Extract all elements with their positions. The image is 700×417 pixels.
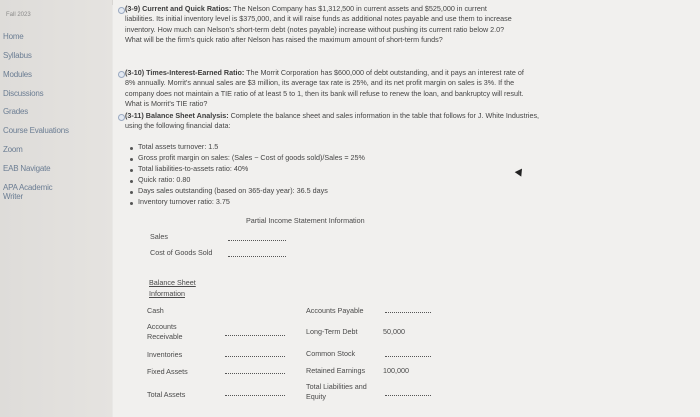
problem-content	[113, 0, 700, 417]
bullet-dot	[130, 147, 133, 150]
sales-label: Sales	[150, 232, 168, 241]
question-body: Complete the balance sheet and sales information in the table that follows for J. White Industries, using the following financial data:	[125, 111, 540, 131]
ar-answer-line[interactable]	[225, 335, 285, 336]
sales-answer-line[interactable]	[228, 240, 286, 241]
question-body: The Nelson Company has $1,312,500 in current assets and $525,000 in current liabilities. Its initial inventory level is $375,000, and it will raise funds as additional notes payable and use them to increase inventory. How much can Nelson's short-term debt (notes payable) increase without pushing its current ratio below 2.0? What will be the firm's quick ratio after Nelson has raised the maximum amount of short-term funds?	[125, 4, 512, 45]
nav-eab-navigate[interactable]: EAB Navigate	[3, 164, 51, 173]
fixed-assets-answer-line[interactable]	[225, 373, 285, 374]
course-sidebar	[0, 0, 112, 417]
question-3-10	[125, 68, 535, 110]
bullet-dot	[130, 191, 133, 194]
term-label: Fall 2023	[6, 12, 31, 18]
inventories-label: Inventories	[147, 350, 183, 359]
accounts-payable-label: Accounts Payable	[306, 306, 364, 315]
nav-home[interactable]: Home	[3, 32, 24, 41]
bullet-dot	[130, 180, 133, 183]
nav-apa-academic-writer[interactable]: APA Academic Writer	[3, 183, 53, 201]
tle-answer-line[interactable]	[385, 395, 431, 396]
total-liabilities-equity-label: Total Liabilities and Equity	[306, 382, 367, 401]
total-assets-label: Total Assets	[147, 390, 186, 399]
common-stock-label: Common Stock	[306, 349, 356, 358]
balance-sheet-subheading: Information	[149, 289, 185, 298]
ap-answer-line[interactable]	[385, 312, 431, 313]
list-item: Total liabilities-to-assets ratio: 40%	[138, 164, 249, 173]
question-3-9	[125, 4, 513, 46]
question-title: (3-11) Balance Sheet Analysis:	[125, 111, 229, 120]
cash-label: Cash	[147, 306, 164, 315]
nav-discussions[interactable]: Discussions	[3, 89, 44, 98]
nav-modules[interactable]: Modules	[3, 70, 32, 79]
bullet-marker-icon	[118, 7, 125, 14]
cogs-label: Cost of Goods Sold	[150, 248, 213, 257]
nav-course-evaluations[interactable]: Course Evaluations	[3, 126, 69, 135]
list-item: Total assets turnover: 1.5	[138, 142, 219, 151]
long-term-debt-label: Long-Term Debt	[306, 327, 358, 336]
long-term-debt-value: 50,000	[383, 327, 405, 336]
nav-grades[interactable]: Grades	[3, 107, 29, 116]
retained-earnings-label: Retained Earnings	[306, 366, 366, 375]
fixed-assets-label: Fixed Assets	[147, 367, 188, 376]
bullet-dot	[130, 169, 133, 172]
bullet-marker-icon	[118, 114, 125, 121]
question-3-11	[125, 111, 545, 132]
list-item: Quick ratio: 0.80	[138, 175, 191, 184]
inventories-answer-line[interactable]	[225, 356, 285, 357]
question-body: The Morrit Corporation has $600,000 of debt outstanding, and it pays an interest rate of 8% annually. Morrit's annual sales are $3 million, its average tax rate is 25%, and its net profit margin on sales is 3%. If the company does not maintain a TIE ratio of at least 5 to 1, then its bank will refuse to renew the loan, and bankruptcy will result. What is Morrit's TIE ratio?	[125, 68, 524, 109]
cogs-answer-line[interactable]	[228, 256, 286, 257]
balance-sheet-heading: Balance Sheet	[149, 278, 196, 287]
list-item: Days sales outstanding (based on 365-day year): 36.5 days	[138, 186, 328, 195]
bullet-dot	[130, 158, 133, 161]
question-title: (3-9) Current and Quick Ratios:	[125, 4, 232, 13]
list-item: Gross profit margin on sales: (Sales − Cost of goods sold)/Sales = 25%	[138, 153, 365, 162]
nav-syllabus[interactable]: Syllabus	[3, 51, 32, 60]
question-title: (3-10) Times-Interest-Earned Ratio:	[125, 68, 245, 77]
bullet-marker-icon	[118, 71, 125, 78]
income-statement-heading: Partial Income Statement Information	[246, 216, 365, 225]
nav-zoom[interactable]: Zoom	[3, 145, 23, 154]
list-item: Inventory turnover ratio: 3.75	[138, 197, 230, 206]
common-stock-answer-line[interactable]	[385, 356, 431, 357]
accounts-receivable-label: Accounts Receivable	[147, 322, 183, 341]
bullet-dot	[130, 202, 133, 205]
retained-earnings-value: 100,000	[383, 366, 409, 375]
total-assets-answer-line[interactable]	[225, 395, 285, 396]
